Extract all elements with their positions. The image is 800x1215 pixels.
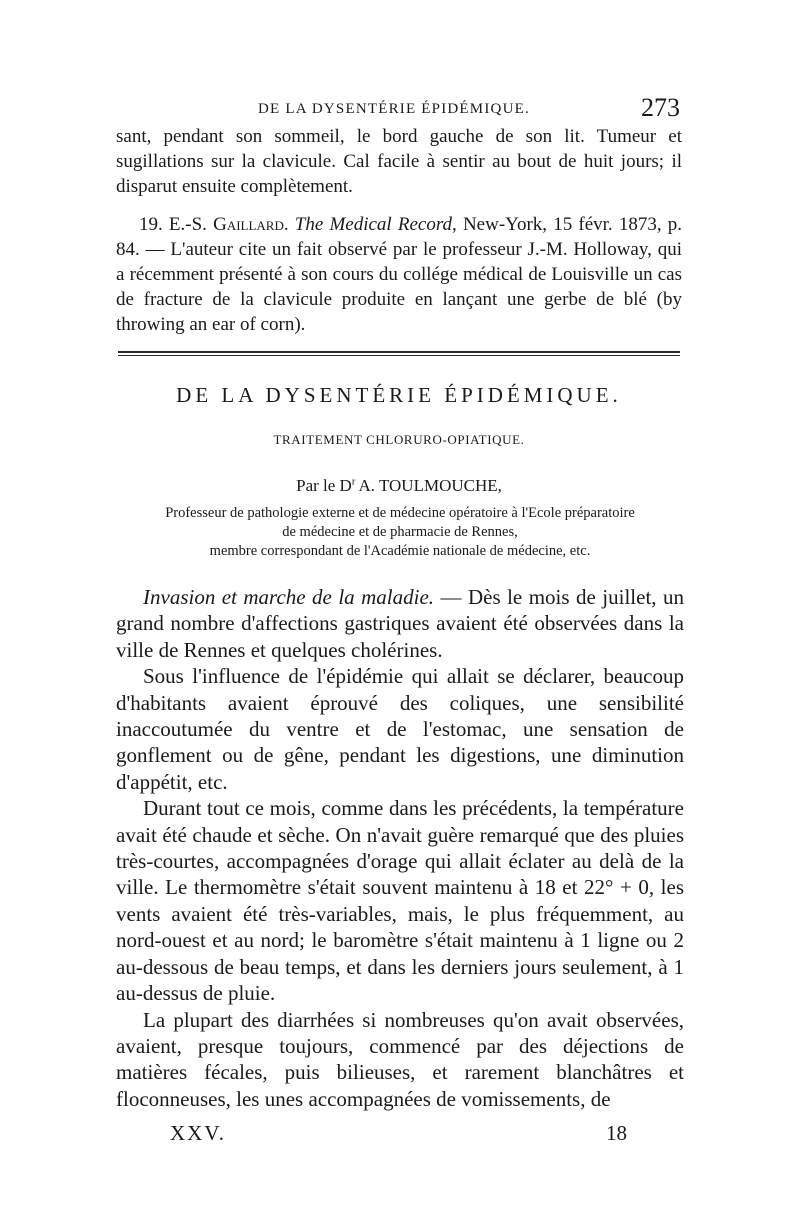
section-divider-thin [118, 355, 680, 356]
reference-separator: . [283, 214, 295, 236]
reference-rest: , New-York, 15 févr. 1873, p. 84. — L'auteur cite un fait observé par le professeur J.-M. Holloway, qui a récemment présenté à son cours du collége médical de Louisville un cas de fracture de la clavicule produite en lançant une gerbe de blé (by throwing an ear of corn). [116, 214, 683, 335]
article-title: DE LA DYSENTÉRIE ÉPIDÉMIQUE. [176, 383, 622, 407]
paragraph-weather: Durant tout ce mois, comme dans les précédents, la température avait été chaude et sèche. On n'avait guère remarqué que des pluies très-courtes, accompagnées d'orage qui allait éclater au delà de la ville. Le thermomètre s'était souvent maintenu à 18 et 22° + 0, les vents avaient été très-variables, mais, le plus fréquemment, au nord-ouest et au nord; le baromètre s'était maintenu à 1 ligne ou 2 au-dessous de beau temps, et dans les derniers jours seulement, à 1 au-dessus de pluie. [116, 796, 684, 1006]
byline-prefix: Par le D [296, 476, 352, 495]
byline [118, 476, 680, 496]
reference-number: 19. E.-S. [139, 214, 214, 236]
signature-mark: XXV. [170, 1121, 227, 1145]
byline-superscript: r [351, 476, 356, 488]
affiliation-line-3: membre correspondant de l'Académie nationale de médecine, etc. [209, 543, 591, 559]
continuation-paragraph: sant, pendant son sommeil, le bord gauche de son lit. Tumeur et sugillations sur la clavicule. Cal facile à sentir au bout de huit jours; il disparut ensuite complètement. [116, 126, 682, 197]
paragraph-epidemic: Sous l'influence de l'épidémie qui allait se déclarer, beaucoup d'habitants avaient éprouvé des coliques, une sensibilité inaccoutumée du ventre et de l'estomac, une sensation de gonflement ou de gêne, pendant les digestions, une diminution d'appétit, etc. [116, 664, 684, 794]
paragraph-invasion [116, 584, 684, 663]
paragraph-invasion-text: — Dès le mois de juillet, un grand nombre d'affections gastriques avaient été observées dans la ville de Rennes et quelques cholérines. [116, 585, 684, 662]
paragraph-diarrhea: La plupart des diarrhées si nombreuses qu'on avait observées, avaient, presque toujours, commencé par des déjections de matières fécales, puis bilieuses, et rarement blanchâtres et floconneuses, les unes accompagnées de vomissements, de [116, 1007, 684, 1111]
byline-name: A. TOULMOUCHE, [355, 476, 502, 495]
affiliation-line-1: Professeur de pathologie externe et de médecine opératoire à l'Ecole préparatoire [165, 505, 635, 521]
article-subtitle: TRAITEMENT CHLORURO-OPIATIQUE. [273, 432, 525, 447]
section-divider-thick [118, 351, 680, 353]
section-lead: Invasion et marche de la maladie. [143, 585, 435, 609]
signature-number: 18 [606, 1121, 627, 1145]
author-affiliation [112, 504, 688, 561]
page-number: 273 [641, 93, 680, 122]
previous-article-text [116, 125, 682, 337]
reference-journal: The Medical Record [294, 214, 453, 236]
reference-author: Gaillard [213, 214, 284, 236]
article-body [116, 584, 684, 1112]
running-title: DE LA DYSENTÉRIE ÉPIDÉMIQUE. [258, 101, 530, 117]
reference-paragraph [116, 213, 682, 337]
affiliation-line-2: de médecine et de pharmacie de Rennes, [282, 524, 518, 540]
running-head [118, 93, 680, 123]
